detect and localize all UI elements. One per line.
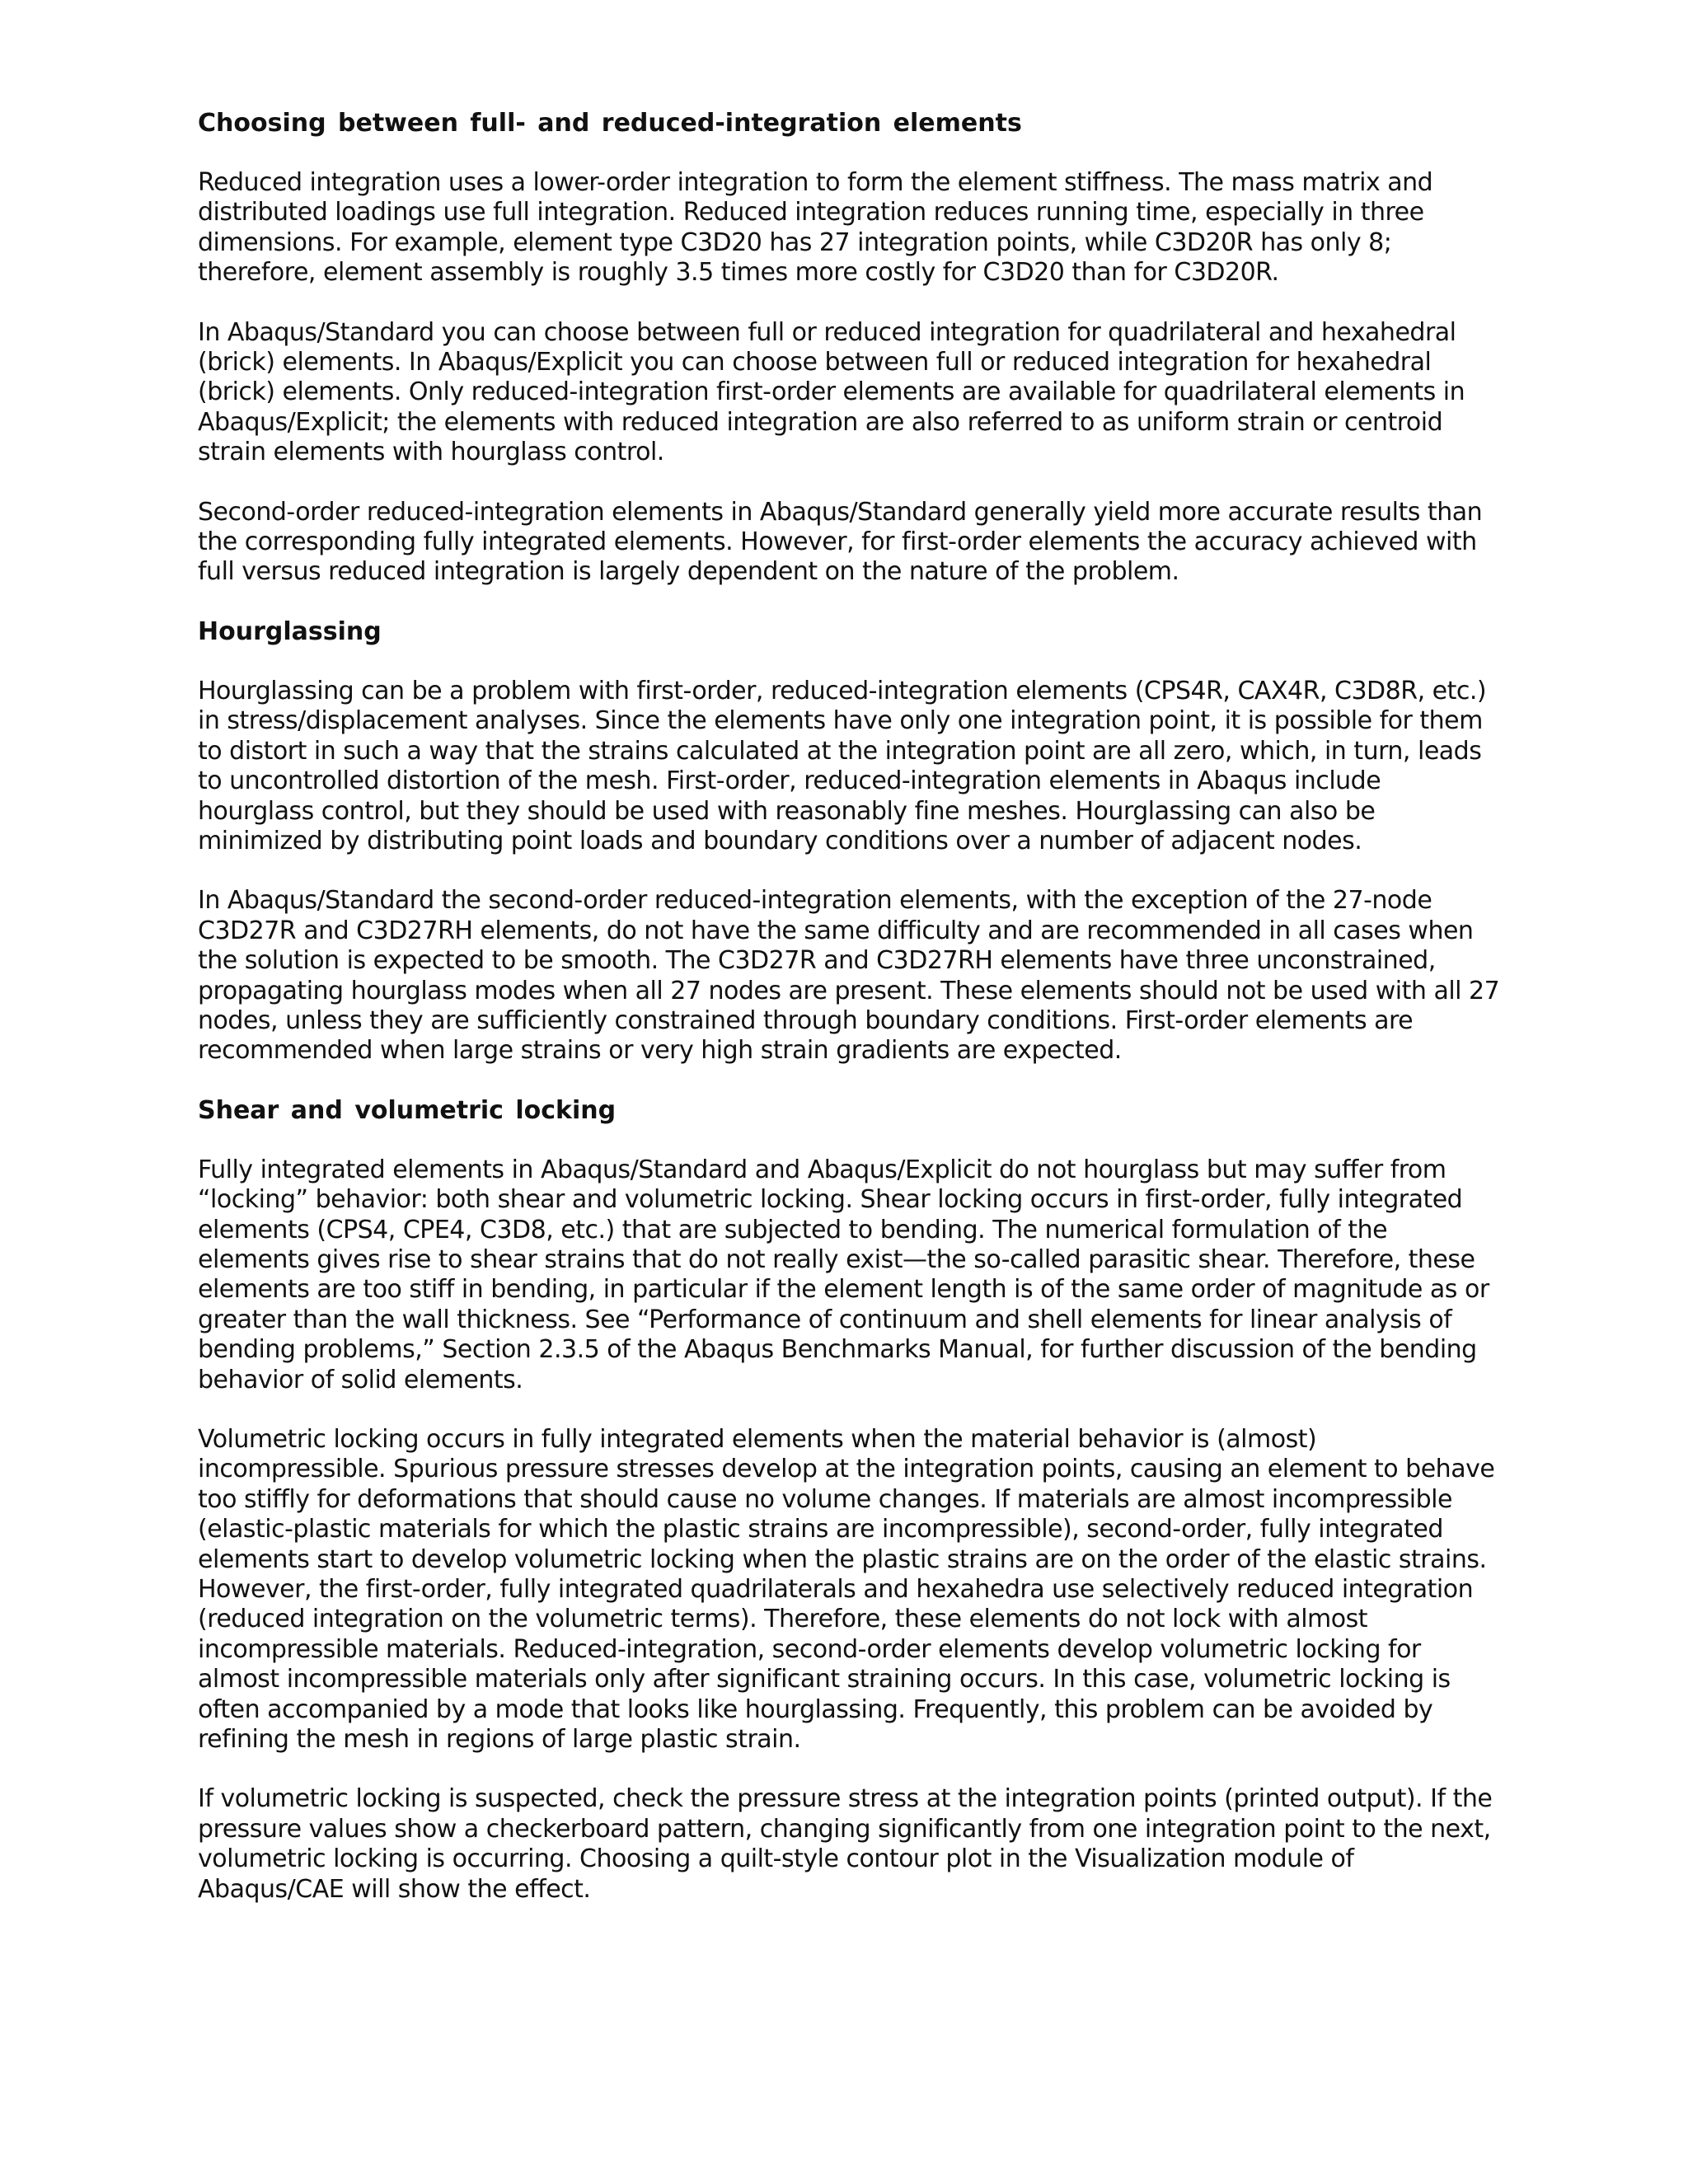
section-heading: Choosing between full- and reduced-integration elements	[198, 109, 1022, 138]
paragraph: Fully integrated elements in Abaqus/Standard and Abaqus/Explicit do not hourglass but may suffer from “locking” behavior: both shear and volumetric locking. Shear locking occurs in first-order, fully integrated elements (CPS4, CPE4, C3D8, etc.) that are subjected to bending. The numerical formulation of the elements gives rise to shear strains that do not really exist—the so-called parasitic shear. Therefore, these elements are too stiff in bending, in particular if the element length is of the same order of magnitude as or greater than the wall thickness. See “Performance of continuum and shell elements for linear analysis of bending problems,” Section 2.3.5 of the Abaqus Benchmarks Manual, for further discussion of the bending behavior of solid elements.	[198, 1155, 1489, 1394]
section-full-reduced-integration	[198, 109, 1500, 588]
paragraph: In Abaqus/Standard the second-order reduced-integration elements, with the exception of the 27-node C3D27R and C3D27RH elements, do not have the same difficulty and are recommended in all cases when the solution is expected to be smooth. The C3D27R and C3D27RH elements have three unconstrained, propagating hourglass modes when all 27 nodes are present. These elements should not be used with all 27 nodes, unless they are sufficiently constrained through boundary conditions. First-order elements are recommended when large strains or very high strain gradients are expected.	[198, 886, 1500, 1066]
paragraph: Hourglassing can be a problem with first-order, reduced-integration elements (CPS4R, CAX4R, C3D8R, etc.) in stress/displacement analyses. Since the elements have only one integration point, it is possible for them to distort in such a way that the strains calculated at the integration point are all zero, which, in turn, leads to uncontrolled distortion of the mesh. First-order, reduced-integration elements in Abaqus include hourglass control, but they should be used with reasonably fine meshes. Hourglassing can also be minimized by distributing point loads and boundary conditions over a number of adjacent nodes.	[198, 676, 1487, 855]
section-shear-volumetric-locking	[198, 1096, 1500, 1905]
section-hourglassing	[198, 617, 1500, 1066]
paragraph: If volumetric locking is suspected, check the pressure stress at the integration points (printed output). If the pressure values show a checkerboard pattern, changing significantly from one integration point to the next, volumetric locking is occurring. Choosing a quilt-style contour plot in the Visualization module of Abaqus/CAE will show the effect.	[198, 1784, 1493, 1904]
paragraph: Volumetric locking occurs in fully integrated elements when the material behavior is (almost) incompressible. Spurious pressure stresses develop at the integration points, causing an element to behave too stiffly for deformations that should cause no volume changes. If materials are almost incompressible (elastic-plastic materials for which the plastic strains are incompressible), second-order, fully integrated elements start to develop volumetric locking when the plastic strains are on the order of the elastic strains. However, the first-order, fully integrated quadrilaterals and hexahedra use selectively reduced integration (reduced integration on the volumetric terms). Therefore, these elements do not lock with almost incompressible materials. Reduced-integration, second-order elements develop volumetric locking for almost incompressible materials only after significant straining occurs. In this case, volumetric locking is often accompanied by a mode that looks like hourglassing. Frequently, this problem can be avoided by refining the mesh in regions of large plastic strain.	[198, 1425, 1495, 1755]
paragraph: In Abaqus/Standard you can choose between full or reduced integration for quadrilateral and hexahedral (brick) elements. In Abaqus/Explicit you can choose between full or reduced integration for hexahedral (brick) elements. Only reduced-integration first-order elements are available for quadrilateral elements in Abaqus/Explicit; the elements with reduced integration are also referred to as uniform strain or centroid strain elements with hourglass control.	[198, 317, 1465, 467]
paragraph: Reduced integration uses a lower-order integration to form the element stiffness. The mass matrix and distributed loadings use full integration. Reduced integration reduces running time, especially in three dimensions. For example, element type C3D20 has 27 integration points, while C3D20R has only 8; therefore, element assembly is roughly 3.5 times more costly for C3D20 than for C3D20R.	[198, 168, 1433, 288]
section-heading: Shear and volumetric locking	[198, 1095, 617, 1125]
paragraph: Second-order reduced-integration elements in Abaqus/Standard generally yield more accurate results than the corresponding fully integrated elements. However, for first-order elements the accuracy achieved with full versus reduced integration is largely dependent on the nature of the problem.	[198, 497, 1483, 587]
document-page	[198, 109, 1500, 1934]
section-heading: Hourglassing	[198, 616, 382, 646]
